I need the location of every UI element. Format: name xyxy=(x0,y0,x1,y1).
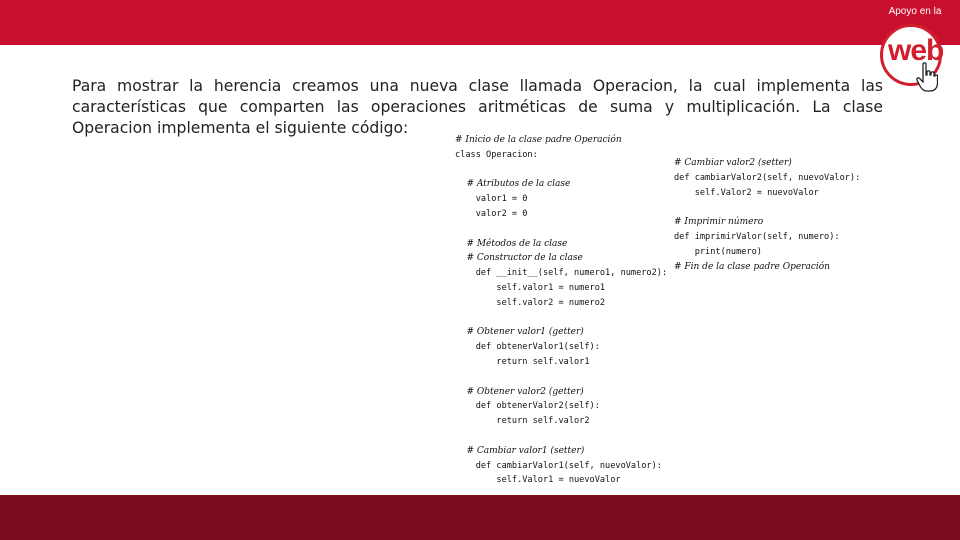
code-comment-line: # Métodos de la clase xyxy=(455,238,568,249)
hand-pointer-icon xyxy=(916,62,938,92)
code-line: valor1 = 0 xyxy=(455,194,528,205)
code-line: return self.valor2 xyxy=(455,416,590,427)
code-comment-line: # Obtener valor2 (getter) xyxy=(455,386,584,397)
code-column-left xyxy=(455,133,667,484)
code-comment-line: # Constructor de la clase xyxy=(455,253,583,264)
code-line xyxy=(455,370,667,385)
code-comment-line: # Obtener valor1 (getter) xyxy=(455,327,584,338)
code-line xyxy=(674,200,860,215)
logo-word: web xyxy=(888,34,944,67)
code-line: def __init__(self, numero1, numero2): xyxy=(455,268,668,279)
code-comment-line: # Fin de la clase padre Operación xyxy=(674,261,830,272)
code-comment-line: # Atributos de la clase xyxy=(455,179,571,190)
apoyo-en-la-web-logo xyxy=(872,4,958,96)
code-line xyxy=(455,163,667,178)
code-line: def cambiarValor2(self, nuevoValor): xyxy=(674,172,861,183)
code-line: def obtenerValor1(self): xyxy=(455,342,600,353)
code-comment-line: # Cambiar valor2 (setter) xyxy=(674,158,792,168)
code-line: self.Valor2 = nuevoValor xyxy=(674,187,819,198)
code-comment-line: # Imprimir número xyxy=(674,217,764,228)
code-line: self.valor2 = numero2 xyxy=(455,297,606,308)
code-listing-image xyxy=(452,130,884,484)
code-line: valor2 = 0 xyxy=(455,208,528,219)
bottom-banner xyxy=(0,495,960,540)
code-comment-line: # Cambiar valor1 (setter) xyxy=(455,445,585,456)
code-line xyxy=(455,311,667,326)
code-line: def imprimirValor(self, numero): xyxy=(674,231,840,242)
code-comment-line: # Inicio de la clase padre Operación xyxy=(455,135,622,145)
logo-caption: Apoyo en la xyxy=(888,6,942,17)
intro-paragraph: Para mostrar la herencia creamos una nueva clase llamada Operacion, la cual implementa las características que comparten las operaciones aritméticas de suma y multiplicación. La clase Operacion implementa el siguiente código: xyxy=(72,77,883,137)
code-line: def obtenerValor2(self): xyxy=(455,401,600,412)
code-line: return self.valor1 xyxy=(455,356,590,367)
code-line xyxy=(455,222,667,237)
code-line: class Operacion: xyxy=(455,149,538,160)
code-line xyxy=(455,429,667,444)
top-banner xyxy=(0,0,960,45)
code-line: def cambiarValor1(self, nuevoValor): xyxy=(455,460,662,471)
code-line: self.valor1 = numero1 xyxy=(455,282,606,293)
code-line: self.Valor1 = nuevoValor xyxy=(455,475,621,484)
code-column-right xyxy=(674,156,860,274)
code-line: print(numero) xyxy=(674,246,762,257)
